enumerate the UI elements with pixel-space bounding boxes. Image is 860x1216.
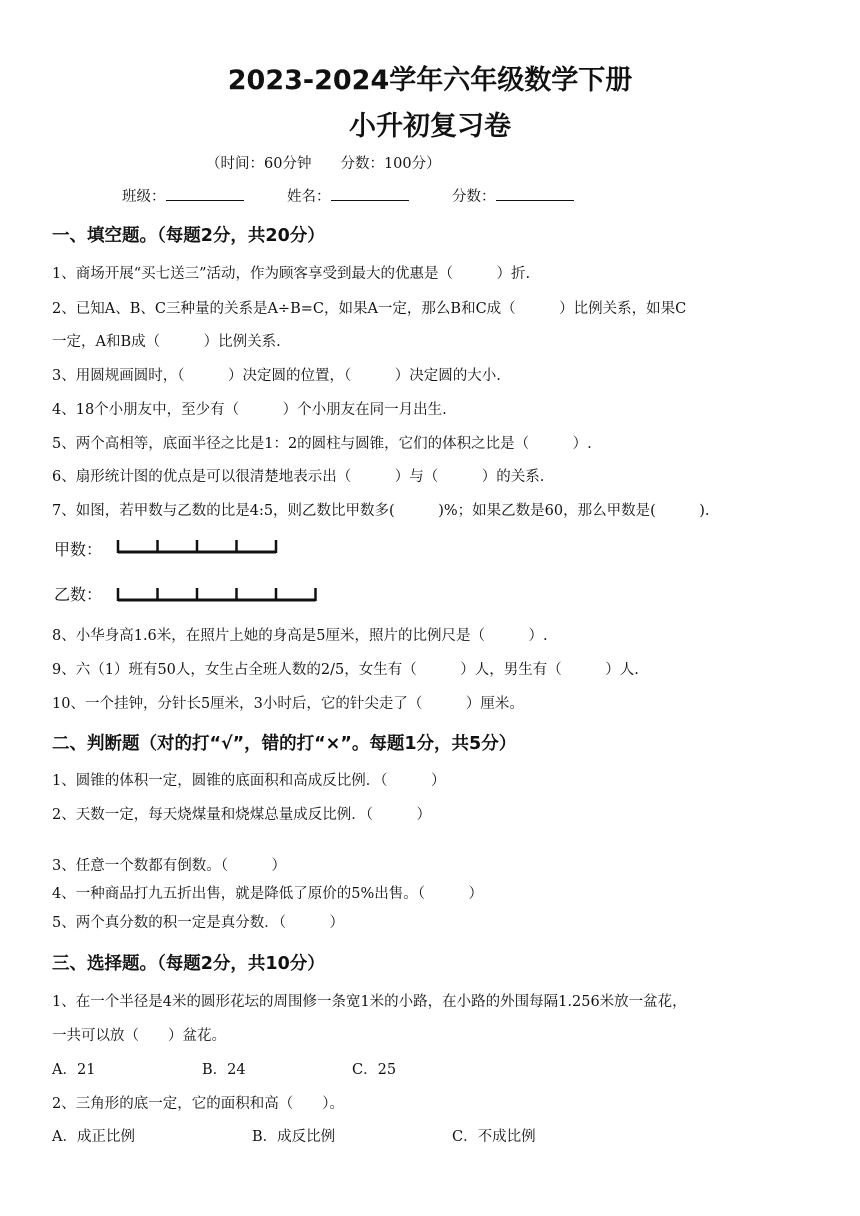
choice-question-1a: 1、在一个半径是4米的圆形花坛的周围修一条宽1米的小路，在小路的外围每隔1.256米放一盆花， bbox=[52, 994, 687, 1010]
choice-question-1b: 一共可以放（ ）盆花。 bbox=[52, 1028, 226, 1044]
fill-question-1: 1、商场开展“买七送三”活动，作为顾客享受到最大的优惠是（ ）折. bbox=[52, 266, 531, 282]
name-label: 姓名： bbox=[287, 189, 331, 205]
choice-1-option-a[interactable]: A．21 bbox=[52, 1062, 96, 1078]
jia-segment-bar bbox=[118, 540, 276, 553]
choice-2-option-b[interactable]: B．成反比例 bbox=[252, 1129, 336, 1145]
page-title: 2023-2024学年六年级数学下册 bbox=[227, 65, 633, 96]
time-score-info: （时间：60分钟 分数：100分） bbox=[206, 156, 441, 172]
choice-1-option-b[interactable]: B．24 bbox=[202, 1062, 246, 1078]
section-fill-heading: 一、填空题。（每题2分，共20分） bbox=[52, 226, 325, 246]
section-judge-heading: 二、判断题（对的打“√”，错的打“×”。每题1分，共5分） bbox=[52, 734, 517, 754]
section-choice-heading: 三、选择题。（每题2分，共10分） bbox=[52, 954, 325, 974]
choice-question-2: 2、三角形的底一定，它的面积和高（ ）。 bbox=[52, 1096, 344, 1112]
fill-question-10: 10、一个挂钟，分针长5厘米，3小时后，它的针尖走了（ ）厘米。 bbox=[52, 696, 524, 712]
fill-question-9: 9、六（1）班有50人，女生占全班人数的2/5，女生有（ ）人，男生有（ ）人. bbox=[52, 662, 639, 678]
fill-question-6: 6、扇形统计图的优点是可以很清楚地表示出（ ）与（ ）的关系. bbox=[52, 469, 545, 485]
judge-question-5: 5、两个真分数的积一定是真分数．（ ） bbox=[52, 915, 344, 931]
choice-2-option-c[interactable]: C．不成比例 bbox=[452, 1129, 536, 1145]
judge-question-2: 2、天数一定，每天烧煤量和烧煤总量成反比例．（ ） bbox=[52, 807, 431, 823]
judge-question-3: 3、任意一个数都有倒数。（ ） bbox=[52, 858, 286, 874]
fill-question-5: 5、两个高相等，底面半径之比是1：2的圆柱与圆锥，它们的体积之比是（ ）. bbox=[52, 436, 592, 452]
fill-question-2b: 一定，A和B成（ ）比例关系. bbox=[52, 334, 281, 350]
fill-question-7: 7、如图，若甲数与乙数的比是4:5，则乙数比甲数多( )%；如果乙数是60，那么甲数是( ). bbox=[52, 503, 710, 519]
class-label: 班级： bbox=[122, 189, 166, 205]
yi-label: 乙数： bbox=[54, 585, 103, 604]
judge-question-4: 4、一种商品打九五折出售，就是降低了原价的5%出售。（ ） bbox=[52, 886, 483, 902]
fill-question-3: 3、用圆规画圆时，（ ）决定圆的位置，（ ）决定圆的大小. bbox=[52, 368, 501, 384]
choice-2-option-a[interactable]: A．成正比例 bbox=[52, 1129, 135, 1145]
jia-label: 甲数： bbox=[54, 540, 103, 559]
fill-question-4: 4、18个小朋友中，至少有（ ）个小朋友在同一月出生. bbox=[52, 402, 447, 418]
judge-question-1: 1、圆锥的体积一定，圆锥的底面积和高成反比例．（ ） bbox=[52, 773, 446, 789]
yi-segment-bar bbox=[118, 588, 316, 601]
score-label: 分数： bbox=[452, 189, 496, 205]
page-subtitle: 小升初复习卷 bbox=[349, 111, 511, 142]
choice-1-option-c[interactable]: C．25 bbox=[352, 1062, 397, 1078]
fill-question-2a: 2、已知A、B、C三种量的关系是A÷B=C，如果A一定，那么B和C成（ ）比例关系，如果C bbox=[52, 301, 687, 317]
fill-question-8: 8、小华身高1.6米，在照片上她的身高是5厘米，照片的比例尺是（ ）. bbox=[52, 628, 548, 644]
